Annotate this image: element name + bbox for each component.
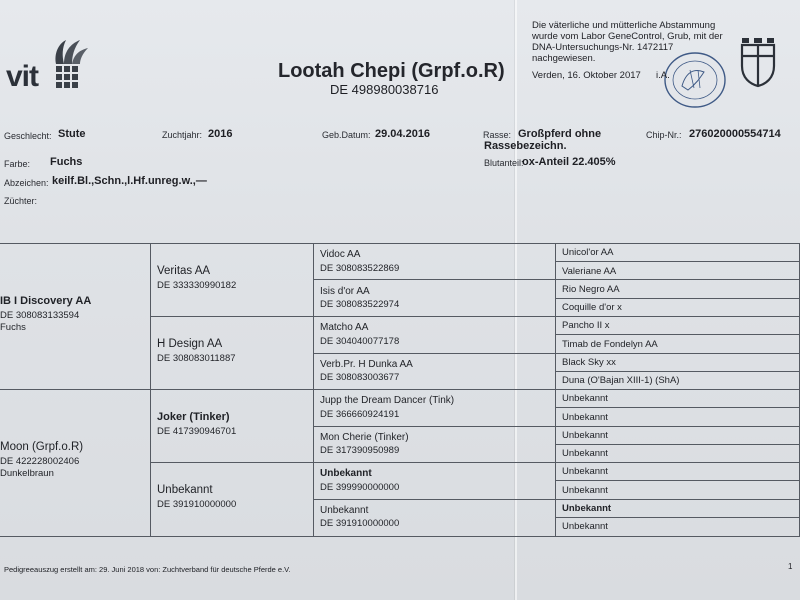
gen3-number: DE 304040077178: [320, 336, 400, 347]
page-number: 1: [788, 562, 793, 571]
gen3-number: DE 308083522974: [320, 299, 400, 310]
signature-ia: i.A.: [656, 70, 670, 81]
gen2-number: DE 308083011887: [157, 353, 236, 364]
dam-color: Dunkelbraun: [0, 468, 54, 479]
gen3-name: Matcho AA: [320, 322, 369, 333]
dam-name: Moon (Grpf.o.R): [0, 441, 84, 453]
gen2-name: Veritas AA: [157, 265, 211, 277]
gen4-name: Unbekannt: [562, 521, 608, 532]
gen3-name: Mon Cherie (Tinker): [320, 432, 409, 443]
gen3-name: Vidoc AA: [320, 249, 361, 260]
gen2-number: DE 333330990182: [157, 280, 237, 291]
gen4-name: Unbekannt: [562, 412, 608, 423]
vit-logo-grid-icon: [56, 66, 78, 88]
footer-note: Pedigreeauszug erstellt am: 29. Juni 2018 von: Zuchtverband für deutsche Pferde e.V.: [4, 565, 291, 574]
year-value: 2016: [208, 128, 233, 140]
gen4-name: Rio Negro AA: [562, 284, 620, 295]
gen3-name: Verb.Pr. H Dunka AA: [320, 359, 413, 370]
gen4-name: Unbekannt: [562, 485, 608, 496]
gen2-name: Unbekannt: [157, 484, 213, 496]
chip-value: 276020000554714: [689, 128, 781, 140]
blood-value: ox-Anteil 22.405%: [522, 156, 616, 168]
gen4-name: Black Sky xx: [562, 357, 616, 368]
color-value: Fuchs: [50, 156, 83, 168]
gen3-name: Isis d'or AA: [320, 286, 370, 297]
gen2-number: DE 417390946701: [157, 426, 237, 437]
dob-label: Geb.Datum:: [322, 130, 371, 140]
gen4-name: Duna (O'Bajan XIII-1) (ShA): [562, 375, 680, 386]
association-crest-icon: [740, 36, 776, 88]
gen4-name: Unbekannt: [562, 448, 608, 459]
gen2-name: Joker (Tinker): [157, 411, 230, 423]
year-label: Zuchtjahr:: [162, 130, 203, 140]
gen4-name: Unbekannt: [562, 466, 608, 477]
gen4-name: Unbekannt: [562, 393, 608, 404]
breed-label: Rasse:: [483, 130, 512, 140]
color-label: Farbe:: [4, 159, 31, 169]
gen4-name: Unbekannt: [562, 503, 612, 514]
gen3-number: DE 399990000000: [320, 482, 400, 493]
sire-name: IB I Discovery AA: [0, 295, 92, 307]
markings-value: keilf.Bl.,Schn.,l.Hf.unreg.w.,—: [52, 175, 207, 187]
gen4-name: Unicol'or AA: [562, 247, 614, 258]
gen3-number: DE 391910000000: [320, 518, 400, 529]
sex-value: Stute: [58, 128, 86, 140]
markings-label: Abzeichen:: [4, 178, 49, 188]
vit-logo-leaves-icon: [48, 36, 90, 68]
breed-value-1: Großpferd ohne: [518, 128, 602, 140]
gen4-name: Timab de Fondelyn AA: [562, 339, 658, 350]
gen4-name: Coquille d'or x: [562, 302, 622, 313]
blood-label: Blutanteil:: [484, 158, 524, 168]
gen3-number: DE 317390950989: [320, 445, 400, 456]
gen3-name: Unbekannt: [320, 505, 369, 516]
sire-color: Fuchs: [0, 322, 26, 333]
gen4-name: Pancho II x: [562, 320, 610, 331]
registration-number: DE 498980038716: [330, 82, 439, 97]
place-date: Verden, 16. Oktober 2017: [532, 70, 641, 81]
dob-value: 29.04.2016: [375, 128, 431, 140]
breed-value-2: Rassebezeichn.: [484, 140, 567, 152]
gen4-name: Valeriane AA: [562, 266, 617, 277]
gen3-number: DE 308083003677: [320, 372, 400, 383]
gen3-name: Unbekannt: [320, 468, 372, 479]
gen4-name: Unbekannt: [562, 430, 608, 441]
vit-logo-text: vit: [6, 60, 39, 93]
gen2-name: H Design AA: [157, 338, 223, 350]
dam-number: DE 422228002406: [0, 456, 80, 467]
association-stamp-icon: [660, 50, 730, 110]
pedigree-table: [0, 243, 800, 537]
gen3-number: DE 308083522869: [320, 263, 400, 274]
horse-name-title: Lootah Chepi (Grpf.o.R): [278, 60, 505, 82]
sire-number: DE 308083133594: [0, 310, 80, 321]
dna-verification-note: Die väterliche und mütterliche Abstammung wurde vom Labor GeneControl, Grub, mit der DNA-Untersuchungs-Nr. 1472117 nachgewiesen.: [532, 20, 723, 64]
gen3-number: DE 366660924191: [320, 409, 400, 420]
breeder-label: Züchter:: [4, 196, 38, 206]
gen3-name: Jupp the Dream Dancer (Tink): [320, 395, 455, 406]
chip-label: Chip-Nr.:: [646, 130, 682, 140]
gen2-number: DE 391910000000: [157, 499, 237, 510]
sex-label: Geschlecht:: [4, 131, 52, 141]
